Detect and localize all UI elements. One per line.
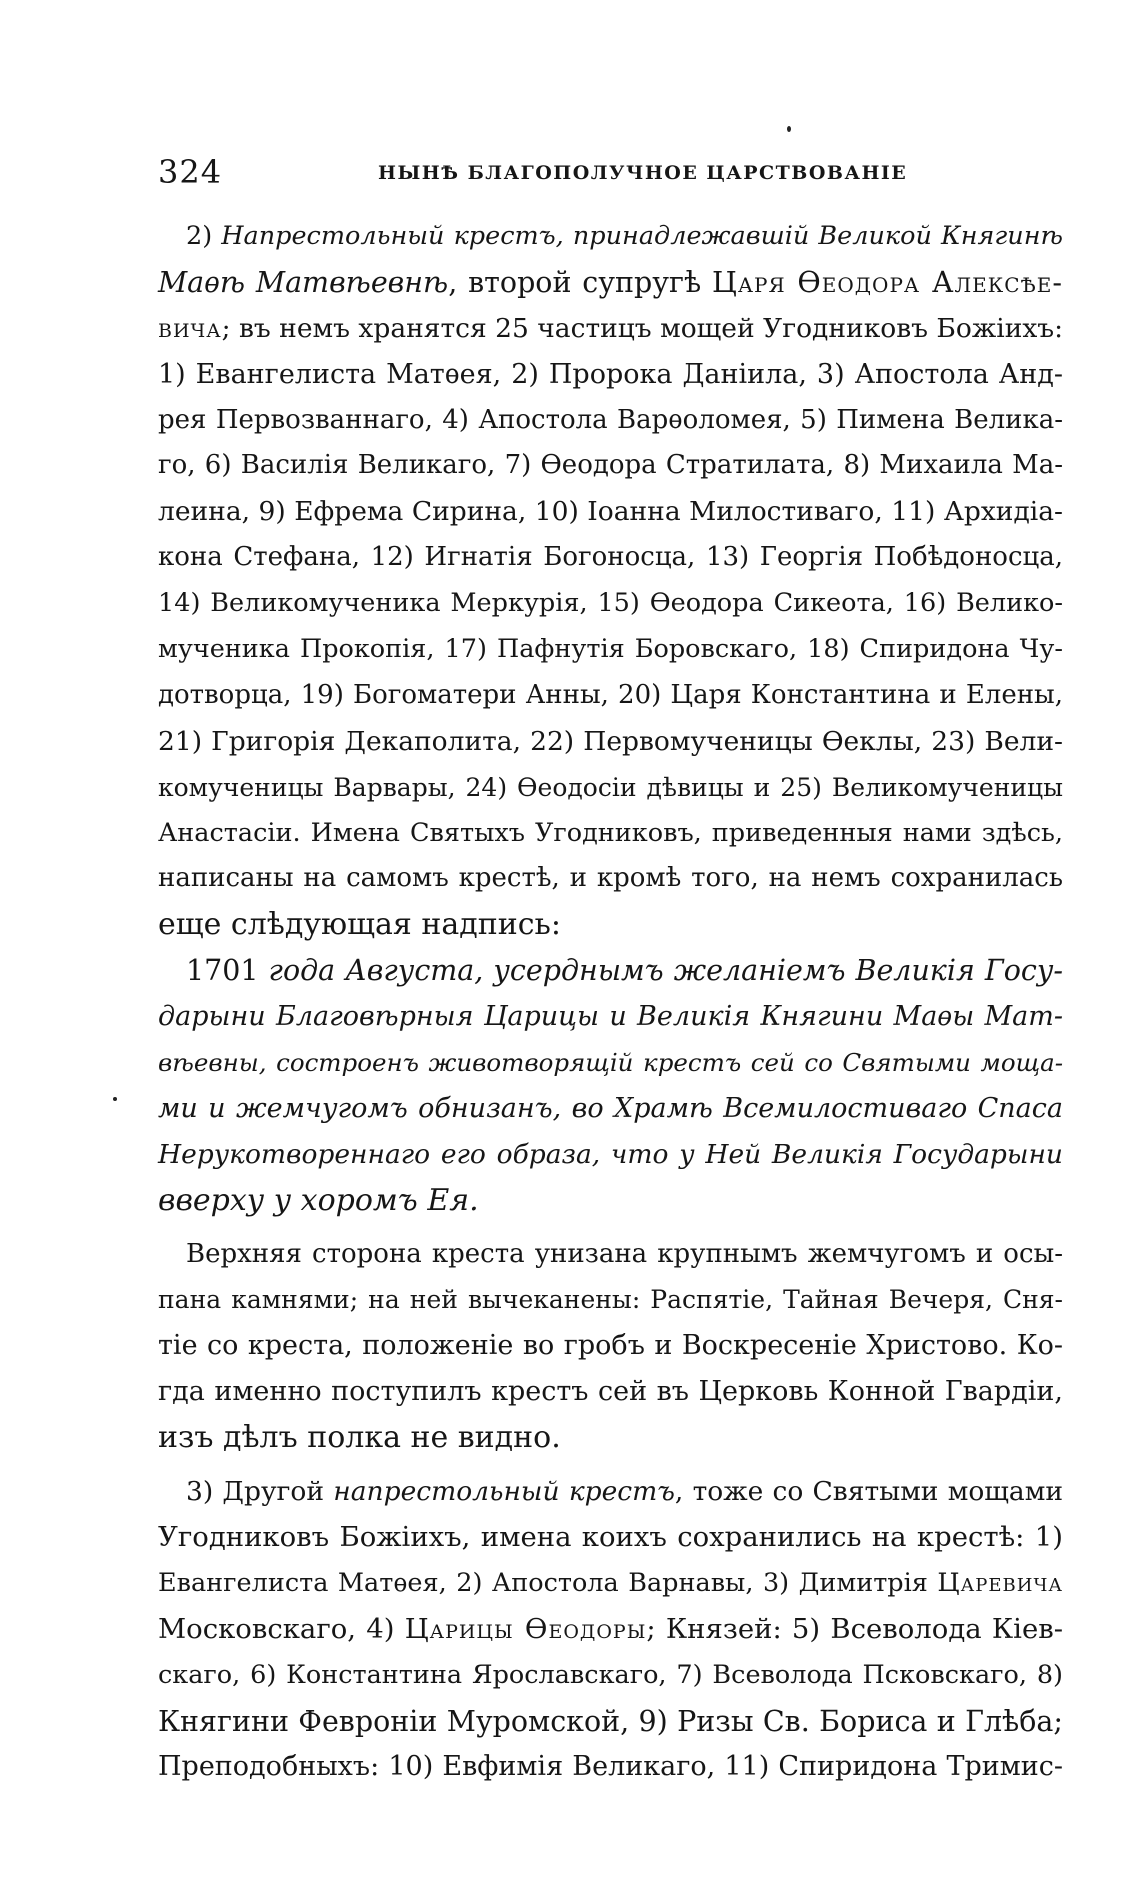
text-line: леина, 9) Ефрема Сирина, 10) Іоанна Милостиваго, 11) Архидіа- [158, 496, 1063, 528]
text-line: Верхняя сторона креста унизана крупнымъ жемчугомъ и осы- [186, 1238, 1063, 1269]
ink-speck [787, 126, 791, 132]
text-line: Анастасіи. Имена Святыхъ Угодниковъ, приведенныя нами здѣсь, [158, 817, 1063, 848]
text-line: 2) Напрестольный крестъ, принадлежавшій Великой Княгинѣ [186, 221, 1064, 251]
text-line: комученицы Варвары, 24) Ѳеодосіи дѣвицы и 25) Великомученицы [158, 772, 1063, 802]
text-line: пана камнями; на ней вычеканены: Распятіе, Тайная Вечеря, Сня- [158, 1285, 1063, 1315]
text-line: изъ дѣлъ полка не видно. [158, 1420, 561, 1456]
text-line: Московскаго, 4) Царицы Ѳеодоры; Князей: 5) Всеволода Кіев- [158, 1612, 1063, 1645]
text-line: рея Первозваннаго, 4) Апостола Варѳоломея, 5) Пимена Велика- [158, 404, 1063, 435]
inscription-line: дарыни Благовѣрныя Царицы и Великія Княгини Маѳы Мат- [158, 1001, 1063, 1033]
running-head: НЫНѢ БЛАГОПОЛУЧНОЕ ЦАРСТВОВАНІЕ [378, 162, 908, 184]
text-line: тіе со креста, положеніе во гробъ и Воскресеніе Христово. Ко- [158, 1330, 1063, 1362]
text-line: го, 6) Василія Великаго, 7) Ѳеодора Стратилата, 8) Михаила Ма- [158, 450, 1063, 481]
inscription-line: 1701 года Августа, усерднымъ желаніемъ Великія Госу- [186, 954, 1063, 988]
text-line: гда именно поступилъ крестъ сей въ Церковь Конной Гвардіи, [158, 1376, 1063, 1408]
inscription-line: ми и жемчугомъ обнизанъ, во Храмѣ Всемилостиваго Спаса [158, 1092, 1063, 1124]
text-line: написаны на самомъ крестѣ, и кромѣ того, на немъ сохранилась [158, 863, 1063, 894]
text-line: 14) Великомученика Меркурія, 15) Ѳеодора Сикеота, 16) Велико- [158, 588, 1063, 619]
text-line: скаго, 6) Константина Ярославскаго, 7) Всеволода Псковскаго, 8) [158, 1659, 1063, 1690]
inscription-line: Нерукотвореннаго его образа, что у Ней Великія Государыни [158, 1138, 1063, 1170]
text-line: Маѳѣ Матвѣевнѣ, второй супругѣ Царя Ѳеодора Алексѣе- [158, 265, 1063, 299]
text-line: Преподобныхъ: 10) Евфимія Великаго, 11) Спиридона Тримис- [158, 1751, 1063, 1783]
text-line: мученика Прокопія, 17) Пафнутія Боровскаго, 18) Спиридона Чу- [158, 634, 1063, 665]
text-line: дотворца, 19) Богоматери Анны, 20) Царя Константина и Елены, [158, 679, 1063, 710]
page-header [158, 152, 1063, 192]
page-number: 324 [158, 153, 223, 191]
text-line: кона Стефана, 12) Игнатія Богоносца, 13) Георгія Побѣдоносца, [158, 542, 1063, 573]
ink-speck [113, 1097, 117, 1101]
text-line: 1) Евангелиста Матѳея, 2) Пророка Даніила, 3) Апостола Анд- [158, 358, 1063, 390]
text-line: еще слѣдующая надпись: [158, 907, 561, 943]
text-line: 21) Григорія Декаполита, 22) Первомученицы Ѳеклы, 23) Вели- [158, 725, 1063, 757]
inscription-line: вѣевны, состроенъ животворящій крестъ сей со Святыми моща- [158, 1048, 1063, 1078]
text-line: Угодниковъ Божіихъ, имена коихъ сохранились на крестѣ: 1) [158, 1520, 1063, 1553]
body-text [158, 214, 1063, 1790]
inscription-line: вверху у хоромъ Ея. [158, 1182, 479, 1218]
text-line: Евангелиста Матѳея, 2) Апостола Варнавы, 3) Димитрія Царевича [158, 1567, 1063, 1598]
text-line: 3) Другой напрестольный крестъ, тоже со Святыми мощами [186, 1476, 1063, 1508]
text-line: Княгини Февроніи Муромской, 9) Ризы Св. Бориса и Глѣба; [158, 1704, 1063, 1738]
text-line: вича; въ немъ хранятся 25 частицъ мощей Угодниковъ Божіихъ: [158, 312, 1064, 344]
